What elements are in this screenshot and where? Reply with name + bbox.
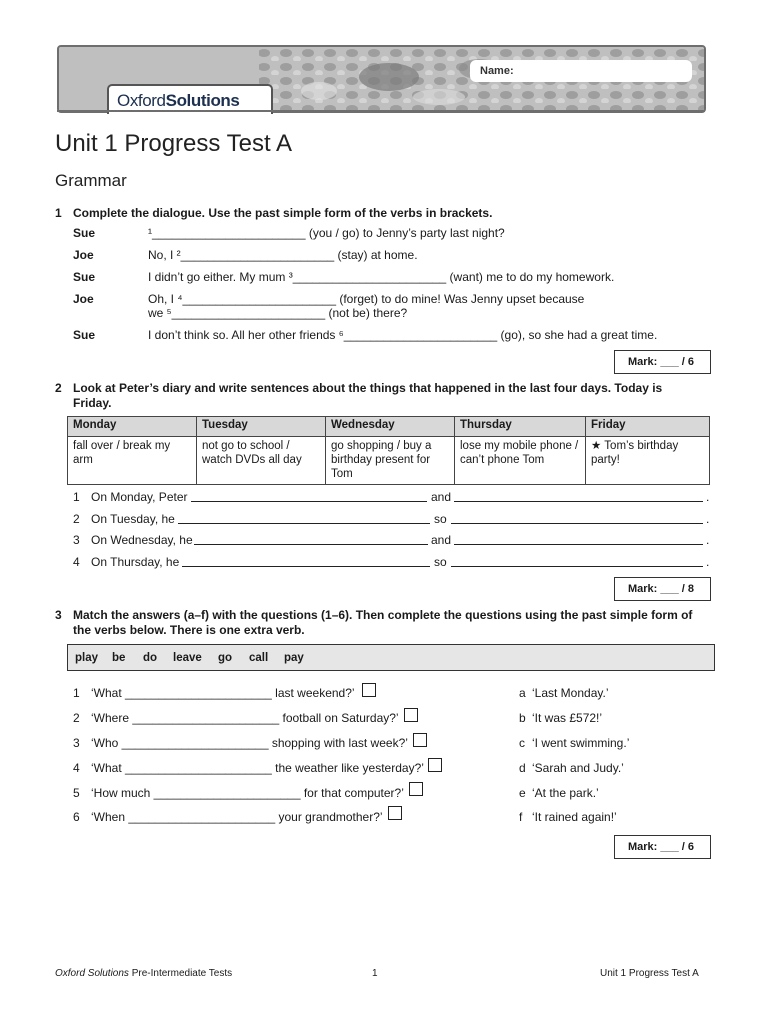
verb-word: play — [75, 652, 99, 664]
diary-header: Monday — [68, 417, 197, 437]
q1-line[interactable]: I don’t think so. All her other friends ⁶_______________________ (go), so she had a great time. — [148, 328, 658, 342]
q2-mark: Mark: ___ / 8 — [628, 583, 695, 595]
verb-word: call — [249, 652, 269, 664]
q3-question[interactable]: ‘Where ______________________ football on Saturday?’ — [91, 711, 399, 725]
verb-box — [67, 644, 715, 671]
diary-header: Tuesday — [197, 417, 326, 437]
q3-answer-letter: e — [519, 786, 526, 800]
q3-question[interactable]: ‘When ______________________ your grandmother?’ — [91, 810, 383, 824]
q2-answer-line[interactable] — [178, 523, 430, 524]
header-rule — [57, 110, 705, 112]
q3-answer-letter: c — [519, 736, 525, 750]
q3-question-number: 2 — [73, 711, 80, 725]
q3-question-number: 1 — [73, 686, 80, 700]
diary-row — [68, 437, 710, 485]
q2-joiner: and — [431, 490, 452, 504]
q1-number: 1 — [55, 206, 62, 220]
q1-speaker: Sue — [73, 226, 96, 240]
diary-cell: fall over / break my arm — [68, 437, 197, 485]
q3-answer: ‘Last Monday.’ — [532, 686, 609, 700]
q1-line[interactable]: Oh, I ⁴_______________________ (forget) to do mine! Was Jenny upset because — [148, 292, 585, 306]
answer-checkbox[interactable] — [404, 708, 418, 722]
verb-word: be — [112, 652, 126, 664]
answer-checkbox[interactable] — [413, 733, 427, 747]
q2-answer-line[interactable] — [454, 544, 703, 545]
verb-word: pay — [284, 652, 304, 664]
q2-answer-line[interactable] — [182, 566, 430, 567]
q2-joiner: so — [434, 555, 447, 569]
q3-mark-box[interactable] — [614, 835, 711, 859]
q2-sentence-number: 2 — [73, 512, 80, 526]
answer-checkbox[interactable] — [428, 758, 442, 772]
q2-sentence-end: . — [706, 555, 710, 569]
q3-answer: ‘Sarah and Judy.’ — [532, 761, 624, 775]
diary-cell: ★ Tom’s birthday party! — [586, 437, 710, 485]
verb-word: go — [218, 652, 233, 664]
page-title: Unit 1 Progress Test A — [55, 130, 292, 157]
q3-answer-letter: f — [519, 810, 523, 824]
q1-speaker: Sue — [73, 270, 96, 284]
q2-sentence-start: On Wednesday, he — [91, 533, 193, 547]
q2-instruction: Look at Peter’s diary and write sentences about the things that happened in the last four days. Today is Friday. — [73, 381, 663, 410]
q3-answer: ‘It was £572!’ — [532, 711, 603, 725]
q3-answer: ‘It rained again!’ — [532, 810, 617, 824]
q3-question-number: 6 — [73, 810, 80, 824]
q2-sentence-number: 4 — [73, 555, 80, 569]
q3-instruction: Match the answers (a–f) with the questions (1–6). Then complete the questions using the past simple form of the verbs below. There is one extra verb. — [73, 608, 693, 637]
q2-answer-line[interactable] — [451, 523, 703, 524]
q2-answer-line[interactable] — [191, 501, 427, 502]
diary-table — [67, 416, 710, 485]
q1-speaker: Sue — [73, 328, 96, 342]
verb-word: do — [143, 652, 158, 664]
q1-mark-box[interactable] — [614, 350, 711, 374]
q2-sentence-start: On Thursday, he — [91, 555, 180, 569]
answer-checkbox[interactable] — [362, 683, 376, 697]
diary-header-row — [68, 417, 710, 437]
q1-line-continued[interactable]: we ⁵_______________________ (not be) there? — [148, 306, 408, 320]
q2-answer-line[interactable] — [194, 544, 428, 545]
q2-sentence-end: . — [706, 533, 710, 547]
q2-answer-line[interactable] — [454, 501, 703, 502]
q3-question-number: 5 — [73, 786, 80, 800]
q2-joiner: and — [431, 533, 452, 547]
diary-header: Wednesday — [326, 417, 455, 437]
answer-checkbox[interactable] — [409, 782, 423, 796]
diary-cell: go shopping / buy a birthday present for Tom — [326, 437, 455, 485]
footer-page-number: 1 — [372, 968, 378, 979]
q2-sentence-start: On Monday, Peter — [91, 490, 188, 504]
q1-instruction: Complete the dialogue. Use the past simple form of the verbs in brackets. — [73, 206, 493, 220]
q2-answer-line[interactable] — [451, 566, 703, 567]
section-title: Grammar — [55, 171, 127, 190]
verb-word: leave — [173, 652, 202, 664]
answer-checkbox[interactable] — [388, 806, 402, 820]
q2-sentence-end: . — [706, 512, 710, 526]
diary-header: Friday — [586, 417, 710, 437]
q2-sentence-number: 3 — [73, 533, 80, 547]
q2-mark-box[interactable] — [614, 577, 711, 601]
q3-answer-letter: a — [519, 686, 526, 700]
q3-question[interactable]: ‘How much ______________________ for that computer?’ — [91, 786, 404, 800]
footer-left: Oxford Solutions Pre-Intermediate Tests — [55, 968, 233, 979]
q1-speaker: Joe — [73, 292, 94, 306]
diary-cell: lose my mobile phone / can’t phone Tom — [455, 437, 586, 485]
oxford-solutions-logo: OxfordSolutions — [117, 91, 240, 110]
q1-line[interactable]: No, I ²_______________________ (stay) at home. — [148, 248, 418, 262]
q1-speaker: Joe — [73, 248, 94, 262]
name-field[interactable] — [470, 60, 692, 82]
q3-answer-letter: b — [519, 711, 526, 725]
footer-right: Unit 1 Progress Test A — [600, 968, 699, 979]
q1-mark: Mark: ___ / 6 — [628, 356, 695, 368]
q3-answer: ‘At the park.’ — [532, 786, 599, 800]
q2-joiner: so — [434, 512, 447, 526]
q3-number: 3 — [55, 608, 62, 622]
diary-cell: not go to school / watch DVDs all day — [197, 437, 326, 485]
q1-line[interactable]: ¹_______________________ (you / go) to Jenny’s party last night? — [148, 226, 505, 240]
q3-mark: Mark: ___ / 6 — [628, 841, 695, 853]
q3-question-number: 4 — [73, 761, 80, 775]
q2-sentence-end: . — [706, 490, 710, 504]
q3-question[interactable]: ‘What ______________________ the weather like yesterday?’ — [91, 761, 424, 775]
q3-question[interactable]: ‘What ______________________ last weekend?’ — [91, 686, 355, 700]
q3-answer: ‘I went swimming.’ — [532, 736, 630, 750]
q3-answer-letter: d — [519, 761, 526, 775]
q3-question-number: 3 — [73, 736, 80, 750]
q2-sentence-start: On Tuesday, he — [91, 512, 175, 526]
q2-sentence-number: 1 — [73, 490, 80, 504]
q1-line[interactable]: I didn’t go either. My mum ³_______________________ (want) me to do my homework. — [148, 270, 615, 284]
diary-header: Thursday — [455, 417, 586, 437]
q3-question[interactable]: ‘Who ______________________ shopping with last week?’ — [91, 736, 408, 750]
name-label: Name: — [480, 65, 514, 77]
q2-number: 2 — [55, 381, 62, 395]
